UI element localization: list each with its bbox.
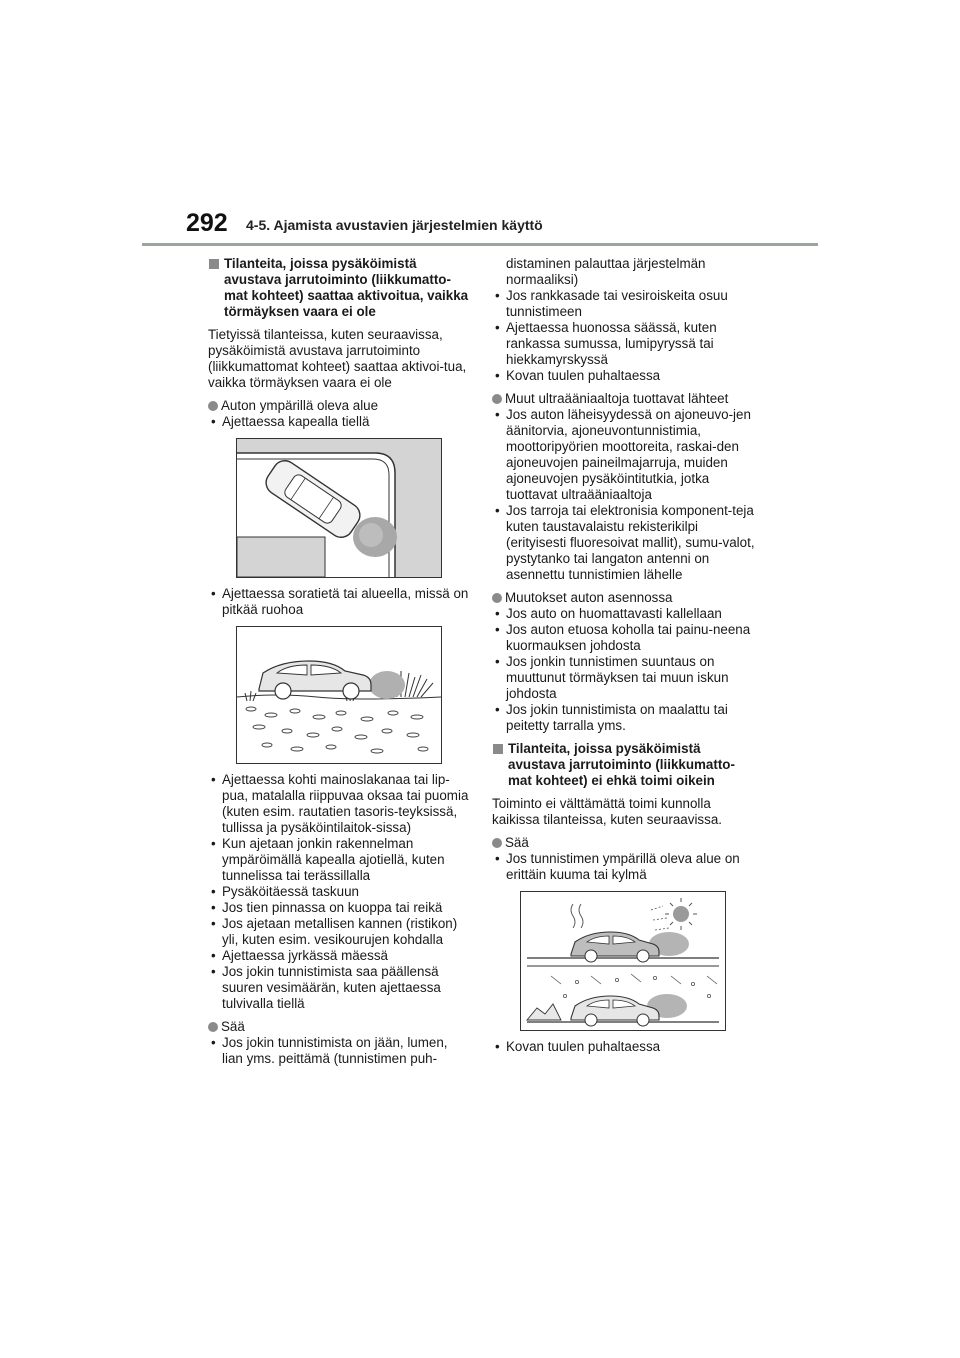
right-column bbox=[492, 256, 758, 1062]
chapter-title: 4-5. Ajamista avustavien järjestelmien käyttö bbox=[246, 217, 543, 233]
group-heading-surroundings: Auton ympärillä oleva alue bbox=[208, 398, 470, 414]
list-item: • Jos auto on huomattavasti kallellaan bbox=[492, 606, 758, 622]
circle-bullet-icon bbox=[208, 401, 218, 411]
circle-bullet-icon bbox=[492, 838, 502, 848]
gravel-grass-illustration bbox=[237, 627, 441, 763]
group-heading-ultrasonic: Muut ultraääniaaltoja tuottavat lähteet bbox=[492, 391, 758, 407]
page-number: 292 bbox=[186, 209, 228, 237]
list-item: • Kovan tuulen puhaltaessa bbox=[492, 1039, 758, 1055]
square-bullet-icon bbox=[209, 259, 219, 269]
hot-cold-illustration bbox=[521, 892, 725, 1030]
left-column bbox=[208, 256, 470, 1067]
narrow-road-illustration bbox=[237, 439, 441, 577]
list-item: • Jos auton läheisyydessä on ajoneuvo-jen äänitorvia, ajoneuvontunnistimia, moottoripyörien moottoreita, raskai-den ajoneuvojen paineilmajarruja, muiden ajoneuvojen pysäköintitutkia, jotka tuottavat ultraääniaaltoja bbox=[492, 407, 758, 503]
list-item: • Jos jonkin tunnistimen suuntaus on muuttunut törmäyksen tai muun iskun johdosta bbox=[492, 654, 758, 702]
list-item: • Kovan tuulen puhaltaessa bbox=[492, 368, 758, 384]
list-item: • Jos ajetaan metallisen kannen (ristikon) yli, kuten esim. vesikourujen kohdalla bbox=[208, 916, 470, 948]
figure-gravel-grass bbox=[236, 626, 442, 764]
list-item: • Jos rankkasade tai vesiroiskeita osuu tunnistimeen bbox=[492, 288, 758, 320]
group-heading-weather: Sää bbox=[492, 835, 758, 851]
list-item: • Jos tunnistimen ympärillä oleva alue on erittäin kuuma tai kylmä bbox=[492, 851, 758, 883]
list-item: • Pysäköitäessä taskuun bbox=[208, 884, 470, 900]
list-item: • Jos jokin tunnistimista on maalattu tai peitetty tarralla yms. bbox=[492, 702, 758, 734]
list-item: • Jos auton etuosa koholla tai painu-neena kuormauksen johdosta bbox=[492, 622, 758, 654]
section-heading-may-not-operate: Tilanteita, joissa pysäköimistä avustava jarrutoiminto (liikkumatto-mat kohteet) ei ehkä toimi oikein bbox=[492, 741, 758, 789]
list-item: • Jos jokin tunnistimista on jään, lumen, lian yms. peittämä (tunnistimen puh- bbox=[208, 1035, 470, 1067]
list-item: • Ajettaessa soratietä tai alueella, missä on pitkää ruohoa bbox=[208, 586, 470, 618]
figure-hot-cold bbox=[520, 891, 726, 1031]
figure-narrow-road bbox=[236, 438, 442, 578]
square-bullet-icon bbox=[493, 744, 503, 754]
circle-bullet-icon bbox=[492, 593, 502, 603]
section-intro: Tietyissä tilanteissa, kuten seuraavissa, pysäköimistä avustava jarrutoiminto (liikkumattomat kohteet) saattaa aktivoi-tua, vaikka törmäyksen vaara ei ole bbox=[208, 327, 467, 390]
list-item: • Ajettaessa kohti mainoslakanaa tai lip-pua, matalalla riippuvaa oksaa tai puomia (kuten esim. rautatien tasoris-teyksissä, tullissa ja pysäköintilaitok-sissa) bbox=[208, 772, 470, 836]
list-item: • Ajettaessa jyrkässä mäessä bbox=[208, 948, 470, 964]
list-item: • Kun ajetaan jonkin rakennelman ympäröimällä kapealla ajotiellä, kuten tunnelissa tai terässillalla bbox=[208, 836, 470, 884]
section-intro: Toiminto ei välttämättä toimi kunnolla kaikissa tilanteissa, kuten seuraavissa. bbox=[492, 796, 722, 827]
header-rule bbox=[142, 243, 818, 246]
list-item-continuation: distaminen palauttaa järjestelmän normaaliksi) bbox=[506, 256, 706, 287]
list-item: • Ajettaessa huonossa säässä, kuten rankassa sumussa, lumipyryssä tai hiekkamyrskyssä bbox=[492, 320, 758, 368]
group-heading-vehicle-posture: Muutokset auton asennossa bbox=[492, 590, 758, 606]
circle-bullet-icon bbox=[492, 394, 502, 404]
circle-bullet-icon bbox=[208, 1022, 218, 1032]
list-item: • Jos tien pinnassa on kuoppa tai reikä bbox=[208, 900, 470, 916]
list-item: • Jos tarroja tai elektronisia komponent-teja kuten taustavalaistu rekisterikilpi (erityisesti fluoresoivat mallit), sumu-valot, pystytanko tai langaton antenni on asennettu tunnistimien lähelle bbox=[492, 503, 758, 583]
section-heading-false-activation: Tilanteita, joissa pysäköimistä avustava jarrutoiminto (liikkumatto-mat kohteet) saattaa aktivoitua, vaikka törmäyksen vaara ei ole bbox=[208, 256, 470, 320]
list-item: • Jos jokin tunnistimista saa päällensä suuren vesimäärän, kuten ajettaessa tulvivalla tiellä bbox=[208, 964, 470, 1012]
list-item: • Ajettaessa kapealla tiellä bbox=[208, 414, 470, 430]
group-heading-weather: Sää bbox=[208, 1019, 470, 1035]
